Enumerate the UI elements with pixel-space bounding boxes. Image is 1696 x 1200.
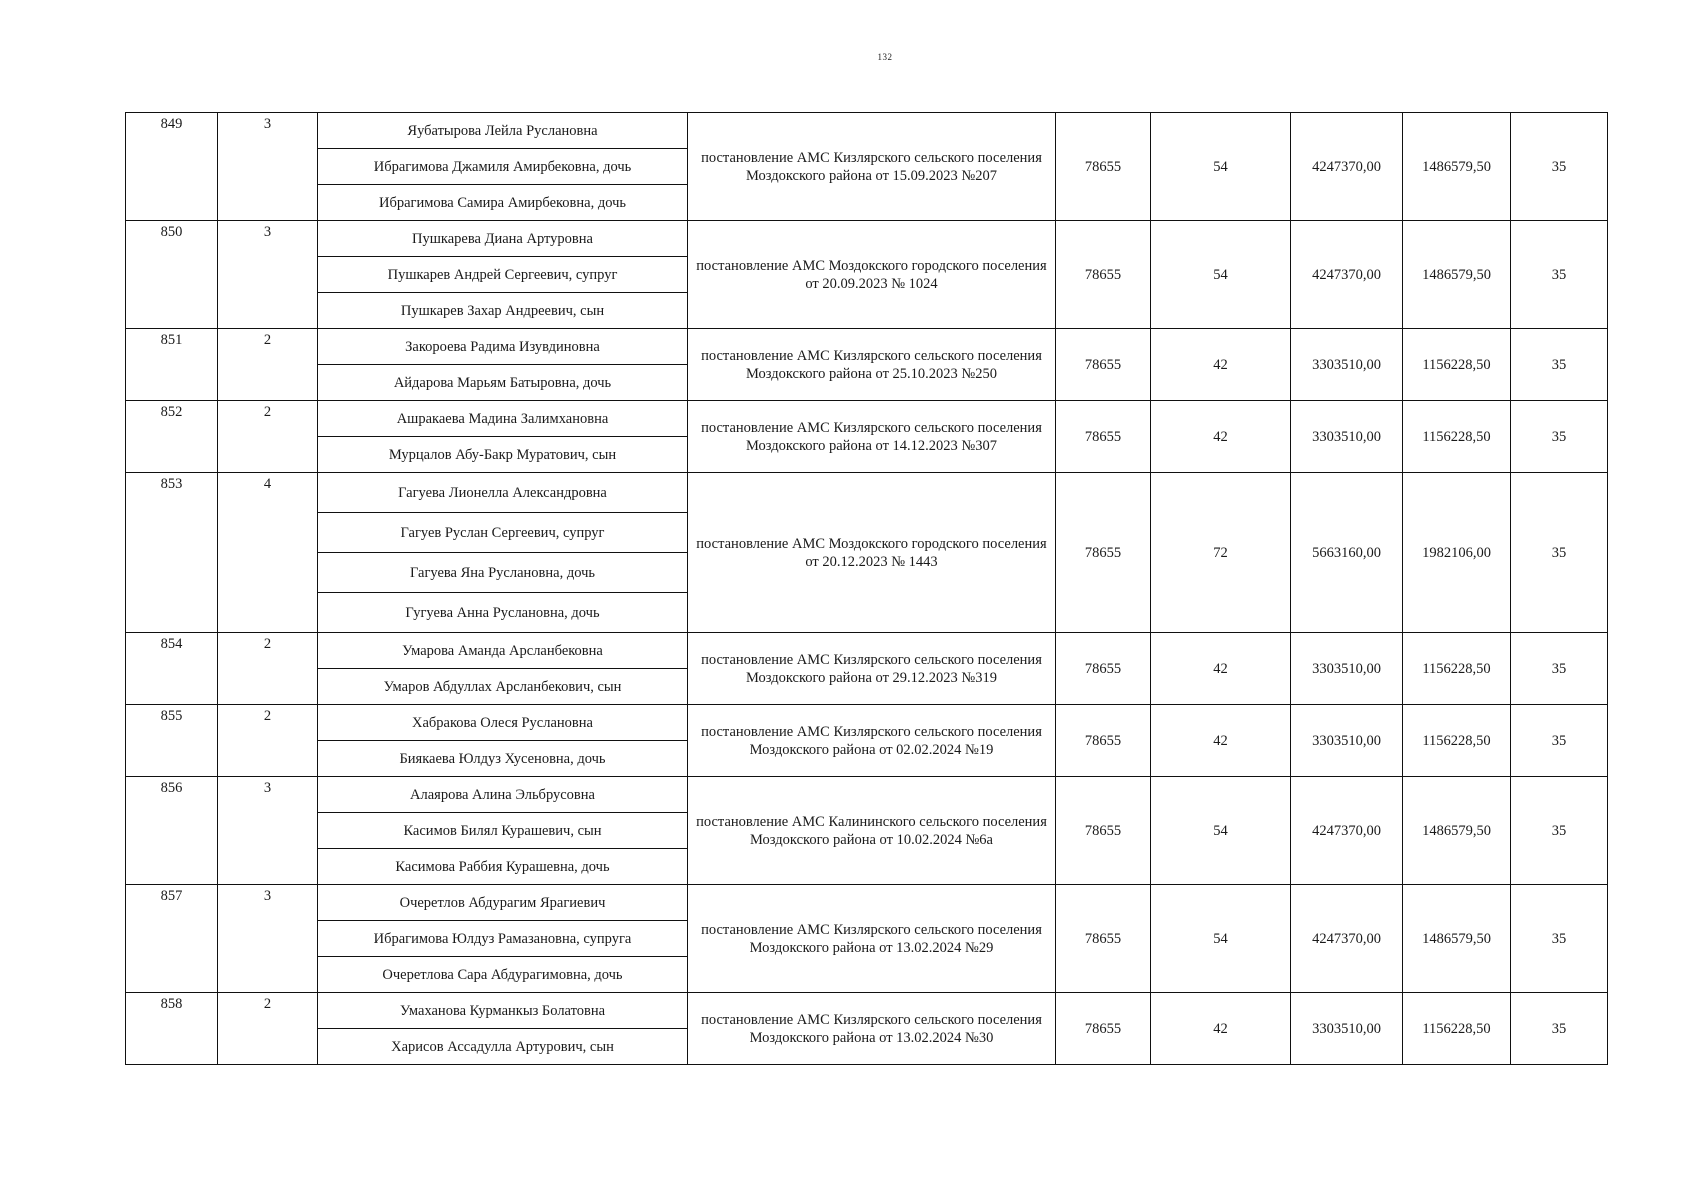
family-size: 4 bbox=[218, 473, 318, 633]
table-row bbox=[126, 221, 1608, 257]
value-col-8: 1982106,00 bbox=[1403, 473, 1511, 633]
value-col-5: 78655 bbox=[1056, 993, 1151, 1065]
resolution-document: постановление АМС Кизлярского сельского поселения Моздокского района от 25.10.2023 №250 bbox=[688, 329, 1056, 401]
resolution-document: постановление АМС Кизлярского сельского поселения Моздокского района от 29.12.2023 №319 bbox=[688, 633, 1056, 705]
value-col-5: 78655 bbox=[1056, 473, 1151, 633]
value-col-9: 35 bbox=[1511, 705, 1608, 777]
value-col-6: 54 bbox=[1151, 777, 1291, 885]
record-number: 850 bbox=[126, 221, 218, 329]
family-member-name: Харисов Ассадулла Артурович, сын bbox=[318, 1029, 688, 1065]
table-row bbox=[126, 885, 1608, 921]
record-number: 854 bbox=[126, 633, 218, 705]
value-col-9: 35 bbox=[1511, 329, 1608, 401]
value-col-8: 1156228,50 bbox=[1403, 401, 1511, 473]
family-member-name: Пушкарев Андрей Сергеевич, супруг bbox=[318, 257, 688, 293]
family-member-name: Ибрагимова Юлдуз Рамазановна, супруга bbox=[318, 921, 688, 957]
value-col-9: 35 bbox=[1511, 221, 1608, 329]
value-col-5: 78655 bbox=[1056, 705, 1151, 777]
family-member-name: Гугуева Анна Руслановна, дочь bbox=[318, 593, 688, 633]
family-member-name: Ибрагимова Самира Амирбековна, дочь bbox=[318, 185, 688, 221]
family-member-name: Гагуев Руслан Сергеевич, супруг bbox=[318, 513, 688, 553]
resolution-document: постановление АМС Калининского сельского поселения Моздокского района от 10.02.2024 №6а bbox=[688, 777, 1056, 885]
family-member-name: Закороева Радима Изувдиновна bbox=[318, 329, 688, 365]
value-col-8: 1156228,50 bbox=[1403, 993, 1511, 1065]
value-col-7: 3303510,00 bbox=[1291, 993, 1403, 1065]
family-member-name: Очеретлова Сара Абдурагимовна, дочь bbox=[318, 957, 688, 993]
family-size: 2 bbox=[218, 633, 318, 705]
family-member-name: Яубатырова Лейла Руслановна bbox=[318, 113, 688, 149]
family-member-name: Мурцалов Абу-Бакр Муратович, сын bbox=[318, 437, 688, 473]
family-member-name: Умарова Аманда Арсланбековна bbox=[318, 633, 688, 669]
value-col-5: 78655 bbox=[1056, 113, 1151, 221]
value-col-6: 54 bbox=[1151, 221, 1291, 329]
value-col-5: 78655 bbox=[1056, 401, 1151, 473]
value-col-6: 42 bbox=[1151, 705, 1291, 777]
table-row bbox=[126, 777, 1608, 813]
family-member-name: Алаярова Алина Эльбрусовна bbox=[318, 777, 688, 813]
record-number: 849 bbox=[126, 113, 218, 221]
record-number: 851 bbox=[126, 329, 218, 401]
value-col-8: 1486579,50 bbox=[1403, 885, 1511, 993]
record-number: 853 bbox=[126, 473, 218, 633]
table-row bbox=[126, 993, 1608, 1029]
family-member-name: Умаханова Курманкыз Болатовна bbox=[318, 993, 688, 1029]
registry-table bbox=[125, 112, 1608, 1065]
value-col-7: 4247370,00 bbox=[1291, 113, 1403, 221]
value-col-7: 3303510,00 bbox=[1291, 401, 1403, 473]
value-col-9: 35 bbox=[1511, 473, 1608, 633]
value-col-6: 72 bbox=[1151, 473, 1291, 633]
value-col-9: 35 bbox=[1511, 633, 1608, 705]
value-col-7: 4247370,00 bbox=[1291, 221, 1403, 329]
family-member-name: Очеретлов Абдурагим Ярагиевич bbox=[318, 885, 688, 921]
resolution-document: постановление АМС Кизлярского сельского поселения Моздокского района от 13.02.2024 №30 bbox=[688, 993, 1056, 1065]
value-col-7: 4247370,00 bbox=[1291, 777, 1403, 885]
family-size: 3 bbox=[218, 113, 318, 221]
family-member-name: Айдарова Марьям Батыровна, дочь bbox=[318, 365, 688, 401]
resolution-document: постановление АМС Кизлярского сельского поселения Моздокского района от 15.09.2023 №207 bbox=[688, 113, 1056, 221]
resolution-document: постановление АМС Кизлярского сельского поселения Моздокского района от 02.02.2024 №19 bbox=[688, 705, 1056, 777]
family-member-name: Касимова Раббия Курашевна, дочь bbox=[318, 849, 688, 885]
value-col-6: 42 bbox=[1151, 993, 1291, 1065]
value-col-9: 35 bbox=[1511, 885, 1608, 993]
value-col-7: 3303510,00 bbox=[1291, 329, 1403, 401]
value-col-7: 3303510,00 bbox=[1291, 633, 1403, 705]
family-member-name: Умаров Абдуллах Арсланбекович, сын bbox=[318, 669, 688, 705]
value-col-8: 1486579,50 bbox=[1403, 777, 1511, 885]
value-col-8: 1486579,50 bbox=[1403, 221, 1511, 329]
value-col-8: 1486579,50 bbox=[1403, 113, 1511, 221]
table-row bbox=[126, 401, 1608, 437]
table-row bbox=[126, 113, 1608, 149]
table-row bbox=[126, 633, 1608, 669]
record-number: 856 bbox=[126, 777, 218, 885]
family-member-name: Ибрагимова Джамиля Амирбековна, дочь bbox=[318, 149, 688, 185]
value-col-8: 1156228,50 bbox=[1403, 329, 1511, 401]
value-col-6: 42 bbox=[1151, 329, 1291, 401]
value-col-9: 35 bbox=[1511, 401, 1608, 473]
value-col-5: 78655 bbox=[1056, 329, 1151, 401]
value-col-7: 4247370,00 bbox=[1291, 885, 1403, 993]
page-number: 132 bbox=[877, 52, 893, 62]
value-col-6: 42 bbox=[1151, 401, 1291, 473]
record-number: 855 bbox=[126, 705, 218, 777]
value-col-5: 78655 bbox=[1056, 885, 1151, 993]
value-col-9: 35 bbox=[1511, 993, 1608, 1065]
family-member-name: Ашракаева Мадина Залимхановна bbox=[318, 401, 688, 437]
family-member-name: Гагуева Яна Руслановна, дочь bbox=[318, 553, 688, 593]
family-member-name: Хабракова Олеся Руслановна bbox=[318, 705, 688, 741]
family-size: 2 bbox=[218, 401, 318, 473]
value-col-6: 42 bbox=[1151, 633, 1291, 705]
record-number: 857 bbox=[126, 885, 218, 993]
family-member-name: Гагуева Лионелла Александровна bbox=[318, 473, 688, 513]
value-col-6: 54 bbox=[1151, 885, 1291, 993]
registry-rows bbox=[126, 113, 1608, 1065]
value-col-8: 1156228,50 bbox=[1403, 705, 1511, 777]
record-number: 852 bbox=[126, 401, 218, 473]
family-size: 3 bbox=[218, 221, 318, 329]
resolution-document: постановление АМС Моздокского городского поселения от 20.12.2023 № 1443 bbox=[688, 473, 1056, 633]
value-col-8: 1156228,50 bbox=[1403, 633, 1511, 705]
value-col-5: 78655 bbox=[1056, 777, 1151, 885]
resolution-document: постановление АМС Кизлярского сельского поселения Моздокского района от 13.02.2024 №29 bbox=[688, 885, 1056, 993]
table-row bbox=[126, 329, 1608, 365]
value-col-6: 54 bbox=[1151, 113, 1291, 221]
table-row bbox=[126, 473, 1608, 513]
value-col-9: 35 bbox=[1511, 777, 1608, 885]
family-member-name: Биякаева Юлдуз Хусеновна, дочь bbox=[318, 741, 688, 777]
value-col-9: 35 bbox=[1511, 113, 1608, 221]
resolution-document: постановление АМС Моздокского городского поселения от 20.09.2023 № 1024 bbox=[688, 221, 1056, 329]
family-size: 3 bbox=[218, 777, 318, 885]
record-number: 858 bbox=[126, 993, 218, 1065]
family-member-name: Касимов Билял Курашевич, сын bbox=[318, 813, 688, 849]
value-col-5: 78655 bbox=[1056, 221, 1151, 329]
family-size: 3 bbox=[218, 885, 318, 993]
resolution-document: постановление АМС Кизлярского сельского поселения Моздокского района от 14.12.2023 №307 bbox=[688, 401, 1056, 473]
value-col-7: 5663160,00 bbox=[1291, 473, 1403, 633]
family-member-name: Пушкарева Диана Артуровна bbox=[318, 221, 688, 257]
family-size: 2 bbox=[218, 993, 318, 1065]
family-size: 2 bbox=[218, 329, 318, 401]
family-member-name: Пушкарев Захар Андреевич, сын bbox=[318, 293, 688, 329]
table-row bbox=[126, 705, 1608, 741]
value-col-5: 78655 bbox=[1056, 633, 1151, 705]
value-col-7: 3303510,00 bbox=[1291, 705, 1403, 777]
family-size: 2 bbox=[218, 705, 318, 777]
